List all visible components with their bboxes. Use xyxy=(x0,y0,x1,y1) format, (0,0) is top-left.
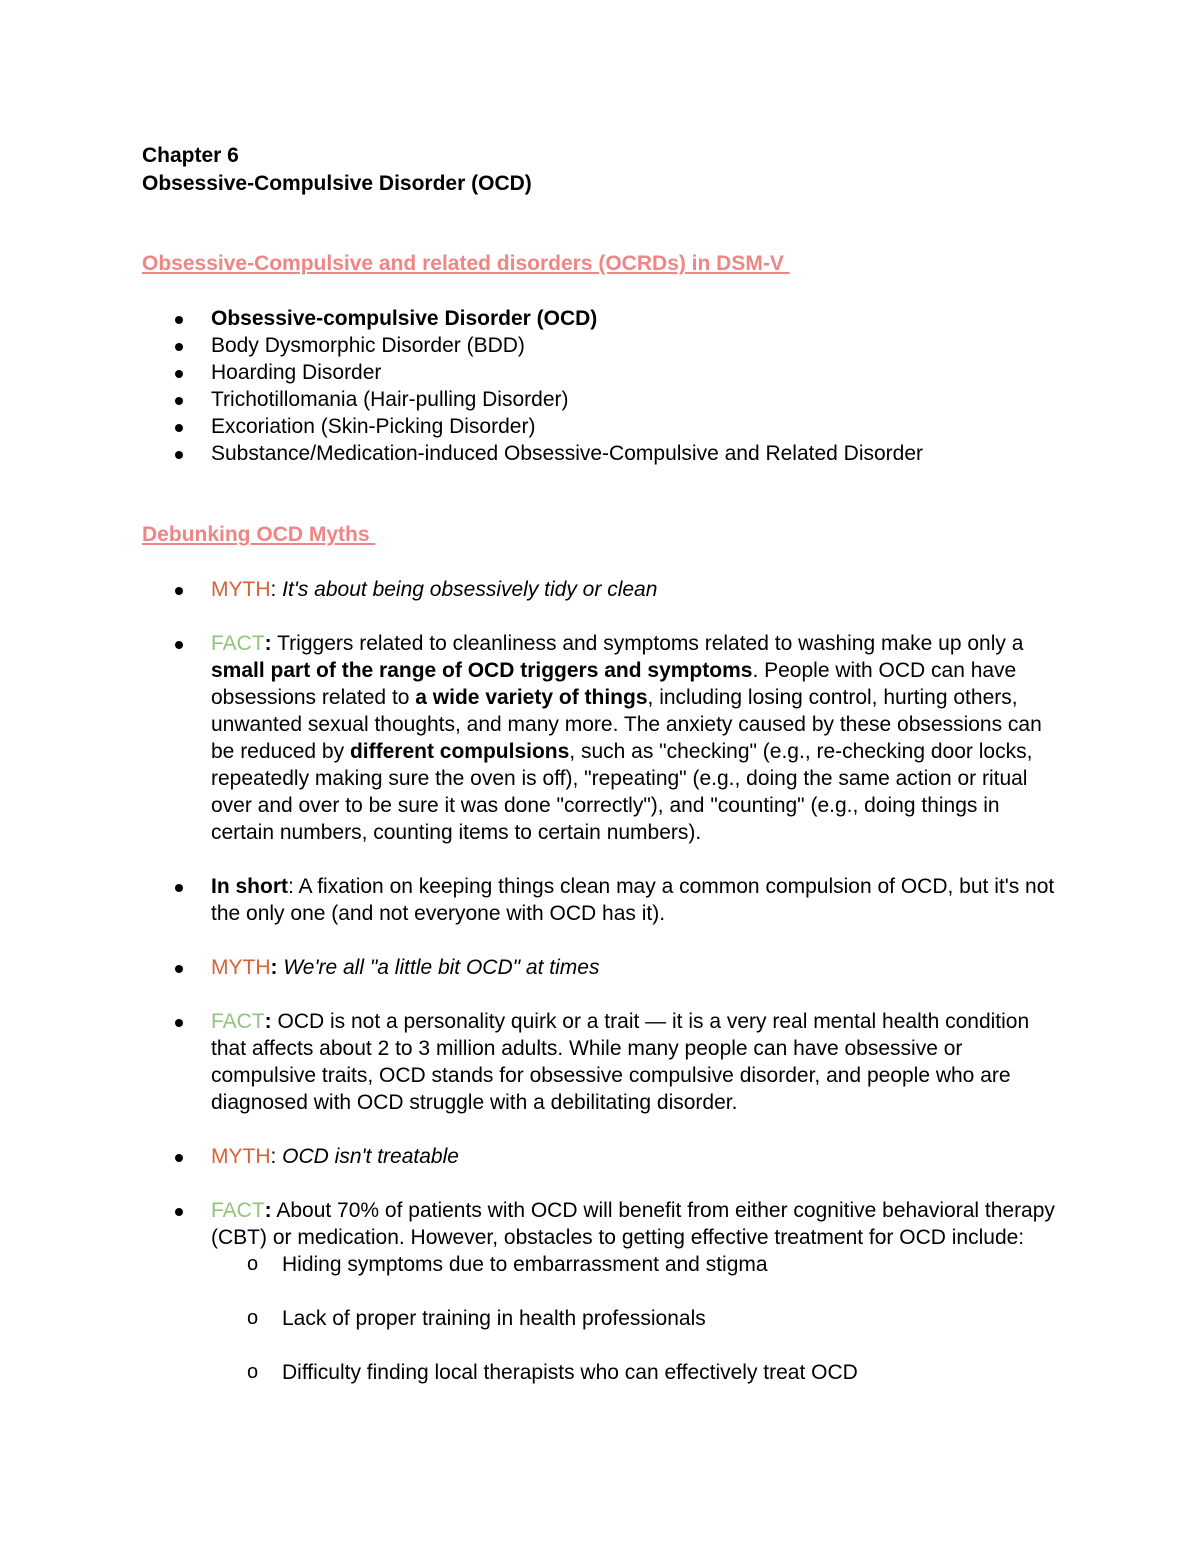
fact-text: OCD is not a personality quirk or a trait — it is a very real mental health condition that affects about 2 to 3 million adults. While many people can have obsessive or compulsive traits, OCD stands for obsessive compulsive disorder, and people who are diagnosed with OCD struggle with a debilitating disorder. xyxy=(211,1010,1030,1114)
fact-separator: : xyxy=(264,1010,272,1033)
list-item: Obsessive-compulsive Disorder (OCD) xyxy=(0,305,1061,332)
section-heading-myths: Debunking OCD Myths xyxy=(142,523,376,546)
myth-text: We're all "a little bit OCD" at times xyxy=(277,956,600,979)
obstacles-list xyxy=(211,1251,1061,1386)
fact-text: . People with OCD can have obsessions related to xyxy=(211,659,1017,709)
sub-list-item: o Hiding symptoms due to embarrassment and stigma xyxy=(0,1251,1061,1278)
ocrd-list xyxy=(0,305,1061,467)
list-item: Body Dysmorphic Disorder (BDD) xyxy=(0,332,1061,359)
myth-label: MYTH xyxy=(211,1145,271,1168)
myth-item xyxy=(0,954,1061,981)
list-item: Hoarding Disorder xyxy=(0,359,1061,386)
chapter-number: Chapter 6 xyxy=(142,144,239,167)
myths-list xyxy=(0,576,1061,1413)
fact-item xyxy=(0,630,1061,846)
myth-separator: : xyxy=(270,956,278,979)
fact-text: Triggers related to cleanliness and symptoms related to washing make up only a xyxy=(271,632,1024,655)
sub-list-item: o Lack of proper training in health professionals xyxy=(0,1305,1061,1332)
list-item: Substance/Medication-induced Obsessive-Compulsive and Related Disorder xyxy=(0,440,1061,467)
chapter-subtitle: Obsessive-Compulsive Disorder (OCD) xyxy=(142,172,532,195)
list-item: Trichotillomania (Hair-pulling Disorder) xyxy=(0,386,1061,413)
fact-text: , including losing control, hurting others, unwanted sexual thoughts, and many more. The anxiety caused by these obsessions can be reduced by xyxy=(211,686,1042,763)
in-short-label: In short xyxy=(211,875,288,898)
myth-text: OCD isn't treatable xyxy=(282,1145,459,1168)
chapter-title xyxy=(142,142,532,198)
fact-emphasis: different compulsions xyxy=(349,740,570,763)
in-short-item xyxy=(0,873,1061,927)
fact-label: FACT xyxy=(211,632,265,655)
fact-label: FACT xyxy=(211,1010,265,1033)
fact-text: About 70% of patients with OCD will benefit from either cognitive behavioral therapy (CBT) or medication. However, obstacles to getting effective treatment for OCD include: xyxy=(211,1199,1055,1249)
fact-emphasis: a wide variety of things xyxy=(415,686,648,709)
fact-text: , such as "checking" (e.g., re-checking door locks, repeatedly making sure the oven is off), "repeating" (e.g., doing the same action or ritual over and over to be sure it was done "correctly"), and "counting" (e.g., doing things in certain numbers, counting items to certain numbers). xyxy=(211,740,1033,844)
sub-list-item: o Difficulty finding local therapists who can effectively treat OCD xyxy=(0,1359,1061,1386)
fact-separator: : xyxy=(264,1199,272,1222)
fact-label: FACT xyxy=(211,1199,265,1222)
myth-separator: : xyxy=(270,578,283,601)
fact-separator: : xyxy=(264,632,272,655)
myth-label: MYTH xyxy=(211,956,271,979)
fact-emphasis: small part of the range of OCD triggers and symptoms xyxy=(211,659,753,682)
section-heading-ocrds: Obsessive-Compulsive and related disorders (OCRDs) in DSM-V xyxy=(142,252,790,275)
myth-separator: : xyxy=(270,1145,283,1168)
myth-label: MYTH xyxy=(211,578,271,601)
fact-item xyxy=(0,1197,1061,1386)
myth-item xyxy=(0,1143,1061,1170)
list-item: Excoriation (Skin-Picking Disorder) xyxy=(0,413,1061,440)
fact-item xyxy=(0,1008,1061,1116)
myth-item xyxy=(0,576,1061,603)
in-short-text: : A fixation on keeping things clean may a common compulsion of OCD, but it's not the only one (and not everyone with OCD has it). xyxy=(211,875,1055,925)
myth-text: It's about being obsessively tidy or clean xyxy=(282,578,658,601)
